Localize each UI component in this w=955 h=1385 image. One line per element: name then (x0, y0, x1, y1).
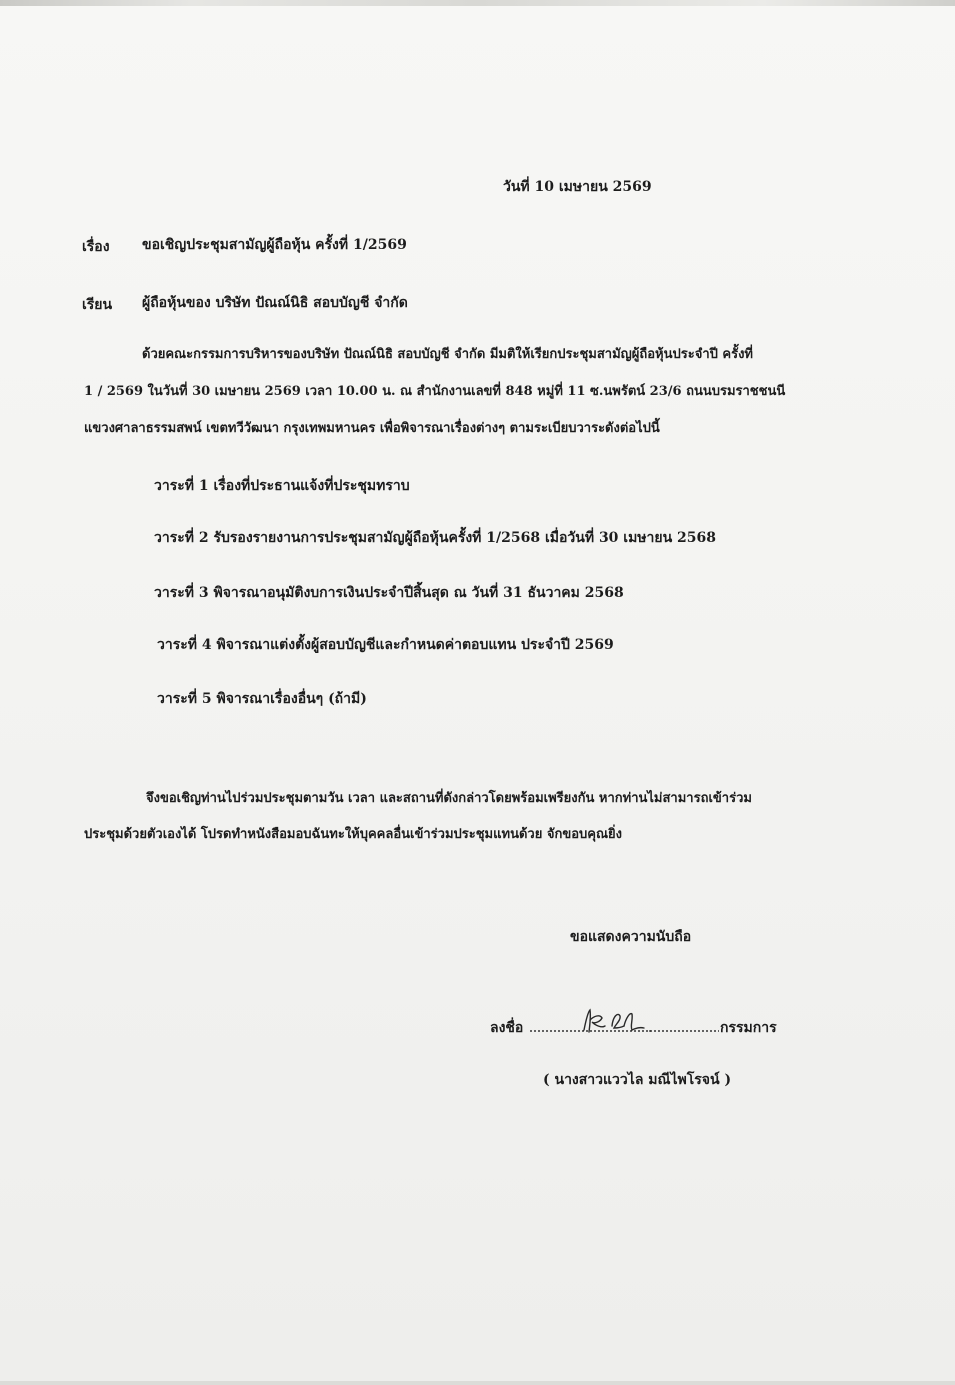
body-line-2: 1 / 2569 ในวันที่ 30 เมษายน 2569 เวลา 10.00 น. ณ สำนักงานเลขที่ 848 หมู่ที่ 11 ซ.นพรัตน์ 23/6 ถนนบรมราชชนนี (84, 384, 786, 399)
letter-date: วันที่ 10 เมษายน 2569 (503, 179, 652, 195)
scan-edge-bottom (0, 1381, 955, 1385)
subject-label: เรื่อง (82, 239, 110, 255)
recipient-label: เรียน (82, 297, 113, 313)
recipient-text: ผู้ถือหุ้นของ บริษัท ปัณณ์นิธิ สอบบัญชี จำกัด (142, 295, 408, 311)
agenda-item-3: วาระที่ 3 พิจารณาอนุมัติงบการเงินประจำปีสิ้นสุด ณ วันที่ 31 ธันวาคม 2568 (154, 585, 624, 601)
agenda-item-4: วาระที่ 4 พิจารณาแต่งตั้งผู้สอบบัญชีและกำหนดค่าตอบแทน ประจำปี 2569 (157, 637, 614, 653)
agenda-item-5: วาระที่ 5 พิจารณาเรื่องอื่นๆ (ถ้ามี) (157, 691, 367, 707)
signer-name: ( นางสาวแววไล มณีไพโรจน์ ) (543, 1072, 732, 1088)
subject-text: ขอเชิญประชุมสามัญผู้ถือหุ้น ครั้งที่ 1/2569 (142, 237, 407, 253)
sign-label: ลงชื่อ (490, 1020, 524, 1036)
agenda-item-1: วาระที่ 1 เรื่องที่ประธานแจ้งที่ประชุมทราบ (154, 478, 410, 494)
body-line-1: ด้วยคณะกรรมการบริหารของบริษัท ปัณณ์นิธิ สอบบัญชี จำกัด มีมติให้เรียกประชุมสามัญผู้ถือหุ้นประจำปี ครั้งที่ (142, 347, 753, 362)
body-line-3: แขวงศาลาธรรมสพน์ เขตทวีวัฒนา กรุงเทพมหานคร เพื่อพิจารณาเรื่องต่างๆ ตามระเบียบวาระดังต่อไปนี้ (84, 421, 660, 436)
agenda-item-2: วาระที่ 2 รับรองรายงานการประชุมสามัญผู้ถือหุ้นครั้งที่ 1/2568 เมื่อวันที่ 30 เมษายน 2568 (154, 530, 717, 546)
handwritten-signature (578, 1006, 658, 1036)
closing-line-2: ประชุมด้วยตัวเองได้ โปรดทำหนังสือมอบฉันทะให้บุคคลอื่นเข้าร่วมประชุมแทนด้วย จักขอบคุณยิ่ง (84, 827, 623, 842)
scan-edge-top (0, 0, 955, 6)
sign-role: กรรมการ (720, 1020, 777, 1036)
regards-text: ขอแสดงความนับถือ (570, 929, 692, 945)
closing-line-1: จึงขอเชิญท่านไปร่วมประชุมตามวัน เวลา และสถานที่ดังกล่าวโดยพร้อมเพรียงกัน หากท่านไม่สามารถเข้าร่วม (146, 791, 752, 806)
